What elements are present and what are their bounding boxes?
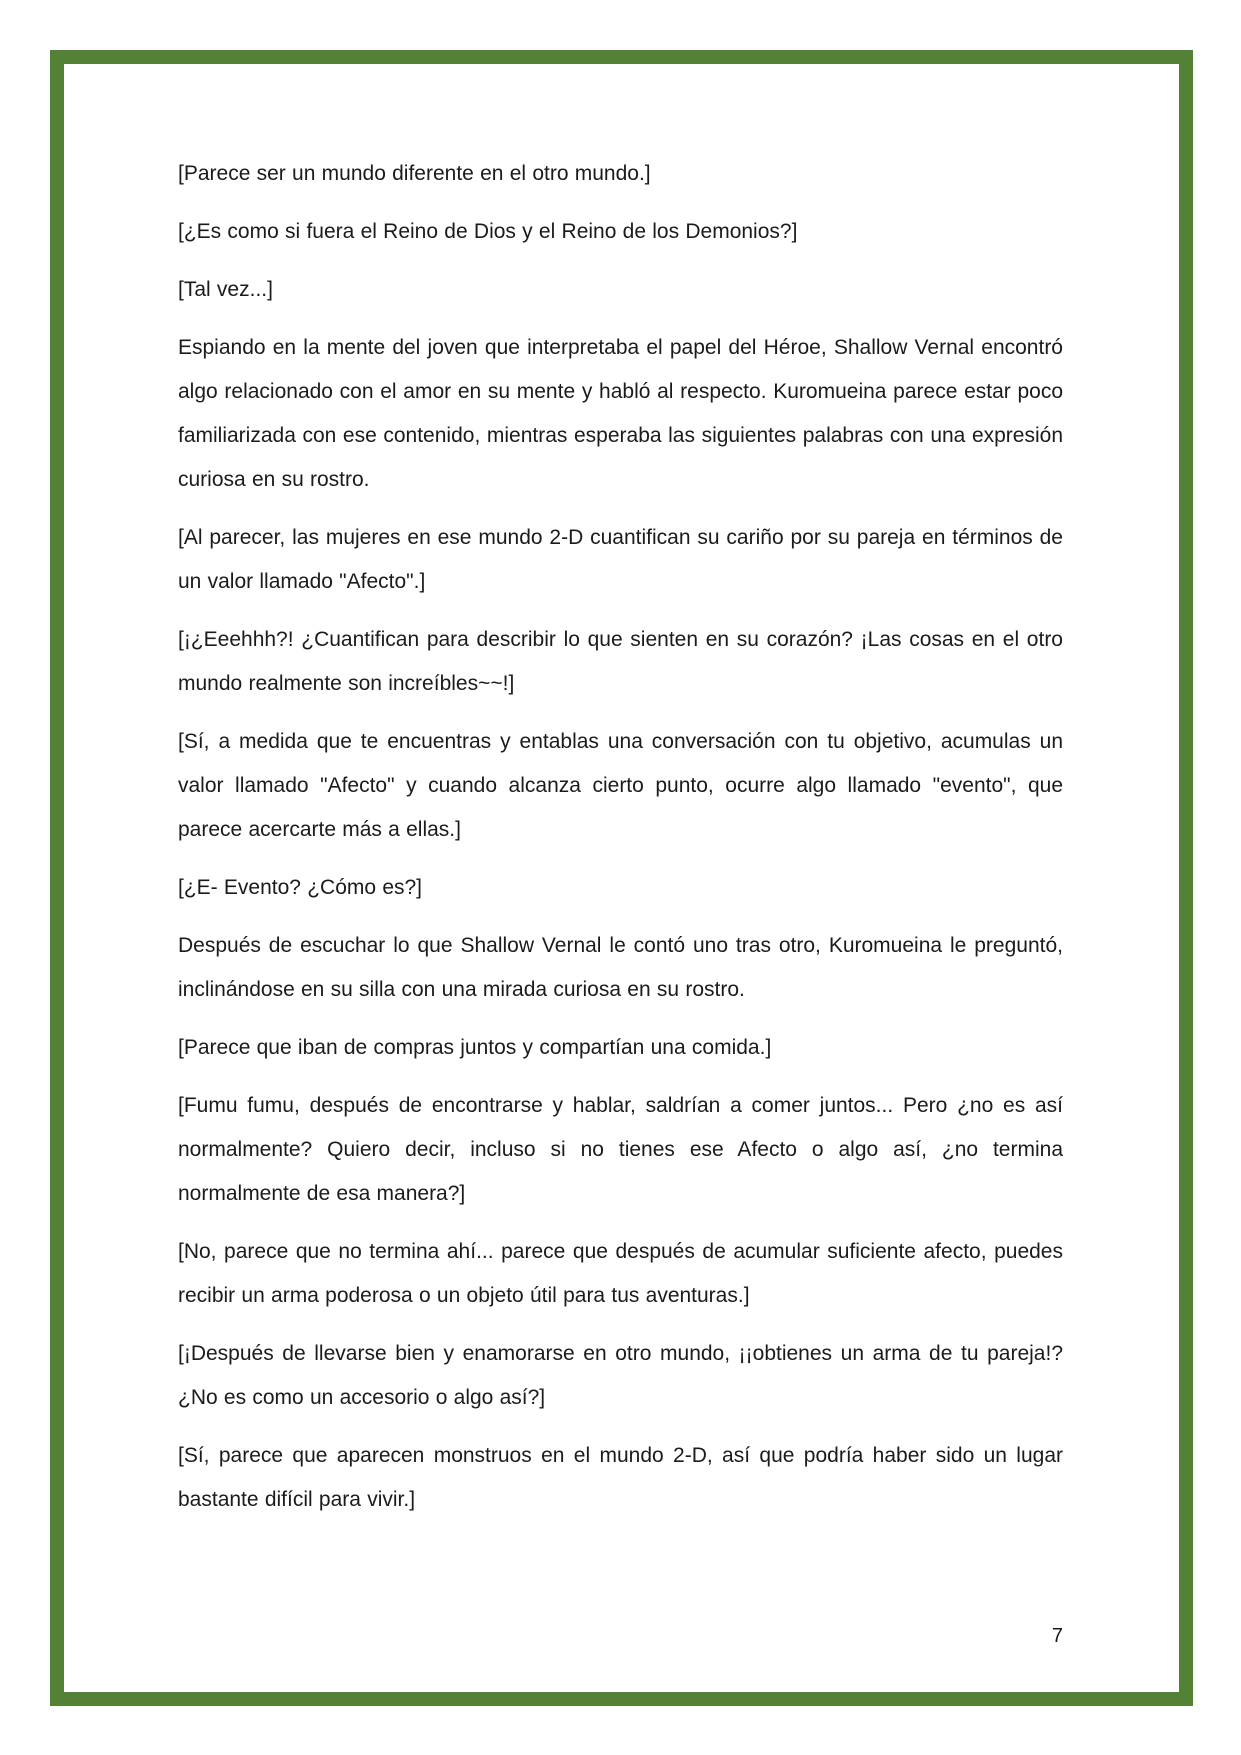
paragraph: [¡¿Eeehhh?! ¿Cuantifican para describir lo que sienten en su corazón? ¡Las cosas en el otro mundo realmente son increíbles~~!] [178, 628, 1063, 695]
paragraph: [¿Es como si fuera el Reino de Dios y el Reino de los Demonios?] [178, 220, 798, 243]
document-text [178, 152, 1063, 1536]
paragraph: [No, parece que no termina ahí... parece que después de acumular suficiente afecto, puedes recibir un arma poderosa o un objeto útil para tus aventuras.] [178, 1240, 1063, 1307]
paragraph: Después de escuchar lo que Shallow Vernal le contó uno tras otro, Kuromueina le preguntó, inclinándose en su silla con una mirada curiosa en su rostro. [178, 934, 1063, 1001]
paragraph: [¿E- Evento? ¿Cómo es?] [178, 876, 423, 899]
paragraph: [Sí, parece que aparecen monstruos en el mundo 2-D, así que podría haber sido un lugar bastante difícil para vivir.] [178, 1444, 1063, 1511]
page-number: 7 [1051, 1625, 1063, 1647]
paragraph: [Parece ser un mundo diferente en el otro mundo.] [178, 162, 651, 185]
paragraph: [Parece que iban de compras juntos y compartían una comida.] [178, 1036, 772, 1059]
paragraph: Espiando en la mente del joven que interpretaba el papel del Héroe, Shallow Vernal encontró algo relacionado con el amor en su mente y habló al respecto. Kuromueina parece estar poco familiarizada con ese contenido, mientras esperaba las siguientes palabras con una expresión curiosa en su rostro. [178, 336, 1063, 491]
paragraph: [Al parecer, las mujeres en ese mundo 2-D cuantifican su cariño por su pareja en términos de un valor llamado "Afecto".] [178, 526, 1063, 593]
paragraph: [Sí, a medida que te encuentras y entablas una conversación con tu objetivo, acumulas un valor llamado "Afecto" y cuando alcanza cierto punto, ocurre algo llamado "evento", que parece acercarte más a ellas.] [178, 730, 1063, 841]
paragraph: [Tal vez...] [178, 278, 273, 301]
paragraph: [¡Después de llevarse bien y enamorarse en otro mundo, ¡¡obtienes un arma de tu pareja!? ¿No es como un accesorio o algo así?] [178, 1342, 1063, 1409]
paragraph: [Fumu fumu, después de encontrarse y hablar, saldrían a comer juntos... Pero ¿no es así normalmente? Quiero decir, incluso si no tienes ese Afecto o algo así, ¿no termina normalmente de esa manera?] [178, 1094, 1063, 1205]
